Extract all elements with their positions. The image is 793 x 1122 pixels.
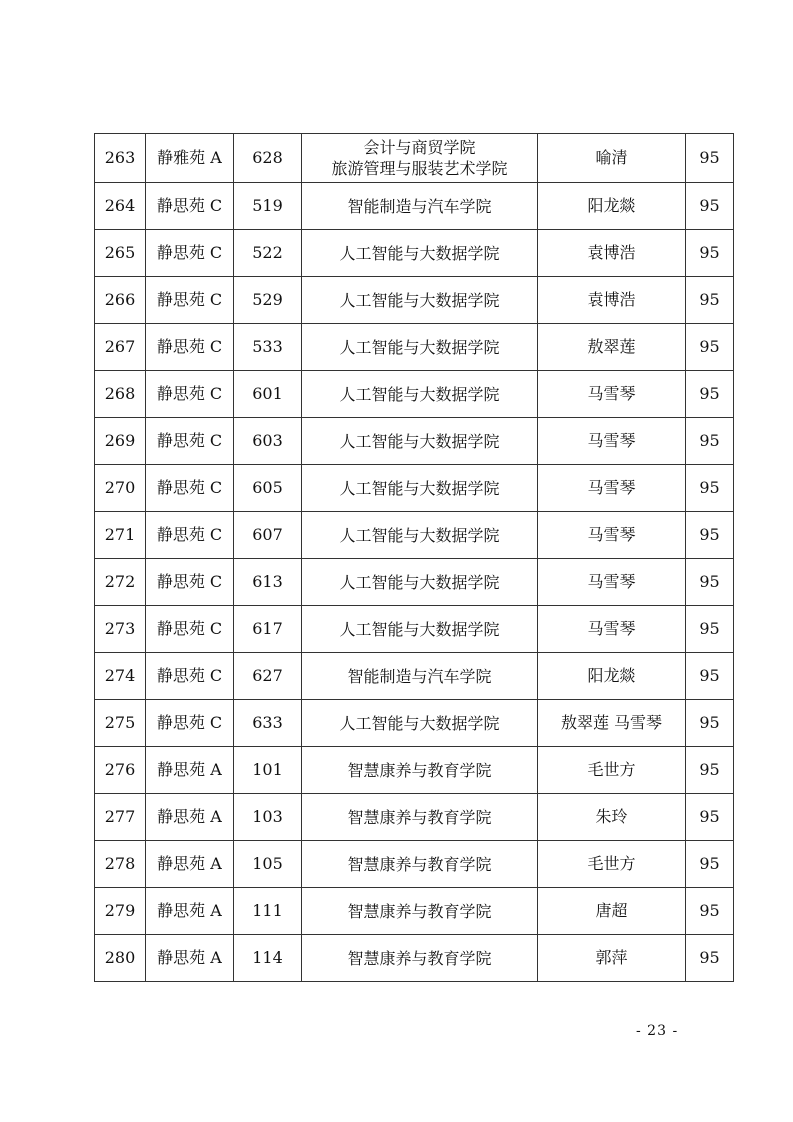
person-cell: 马雪琴 <box>538 606 686 653</box>
college-cell <box>302 888 538 935</box>
college-cell <box>302 747 538 794</box>
building-cell: 静雅苑 A <box>146 134 234 183</box>
table-row <box>95 230 734 277</box>
row-number-cell: 265 <box>95 230 146 277</box>
table-row <box>95 134 734 183</box>
row-number-cell: 279 <box>95 888 146 935</box>
person-cell: 袁博浩 <box>538 230 686 277</box>
college-cell <box>302 606 538 653</box>
room-cell: 605 <box>234 465 302 512</box>
college-cell <box>302 277 538 324</box>
person-cell: 毛世方 <box>538 841 686 888</box>
room-cell: 103 <box>234 794 302 841</box>
row-number-cell: 270 <box>95 465 146 512</box>
college-line: 人工智能与大数据学院 <box>339 431 500 451</box>
row-number-cell: 276 <box>95 747 146 794</box>
row-number-cell: 263 <box>95 134 146 183</box>
college-line: 智慧康养与教育学院 <box>347 901 492 921</box>
college-line: 智慧康养与教育学院 <box>347 760 492 780</box>
score-cell: 95 <box>686 324 734 371</box>
room-cell: 533 <box>234 324 302 371</box>
person-cell: 袁博浩 <box>538 277 686 324</box>
college-cell <box>302 559 538 606</box>
building-cell: 静思苑 C <box>146 512 234 559</box>
row-number-cell: 271 <box>95 512 146 559</box>
college-line: 人工智能与大数据学院 <box>339 290 500 310</box>
person-cell: 郭萍 <box>538 935 686 982</box>
building-cell: 静思苑 A <box>146 841 234 888</box>
college-cell <box>302 841 538 888</box>
score-cell: 95 <box>686 700 734 747</box>
college-cell <box>302 371 538 418</box>
score-cell: 95 <box>686 134 734 183</box>
room-cell: 613 <box>234 559 302 606</box>
room-cell: 519 <box>234 183 302 230</box>
building-cell: 静思苑 C <box>146 371 234 418</box>
table-row <box>95 606 734 653</box>
college-cell <box>302 134 538 183</box>
row-number-cell: 274 <box>95 653 146 700</box>
table-row <box>95 935 734 982</box>
room-cell: 114 <box>234 935 302 982</box>
college-line: 人工智能与大数据学院 <box>339 525 500 545</box>
college-line: 人工智能与大数据学院 <box>339 243 500 263</box>
dormitory-score-table <box>94 133 734 982</box>
building-cell: 静思苑 C <box>146 277 234 324</box>
building-cell: 静思苑 A <box>146 888 234 935</box>
row-number-cell: 277 <box>95 794 146 841</box>
room-cell: 617 <box>234 606 302 653</box>
table-row <box>95 559 734 606</box>
score-cell: 95 <box>686 888 734 935</box>
score-cell: 95 <box>686 606 734 653</box>
score-cell: 95 <box>686 559 734 606</box>
person-cell: 毛世方 <box>538 747 686 794</box>
table-row <box>95 418 734 465</box>
person-cell: 敖翠莲 <box>538 324 686 371</box>
person-cell: 马雪琴 <box>538 512 686 559</box>
building-cell: 静思苑 C <box>146 324 234 371</box>
room-cell: 601 <box>234 371 302 418</box>
college-line: 人工智能与大数据学院 <box>339 619 500 639</box>
row-number-cell: 275 <box>95 700 146 747</box>
building-cell: 静思苑 A <box>146 935 234 982</box>
college-cell <box>302 935 538 982</box>
table-row <box>95 465 734 512</box>
person-cell: 阳龙燚 <box>538 653 686 700</box>
score-cell: 95 <box>686 371 734 418</box>
college-cell <box>302 465 538 512</box>
row-number-cell: 264 <box>95 183 146 230</box>
table-body <box>95 134 734 982</box>
table-row <box>95 794 734 841</box>
college-line: 旅游管理与服装艺术学院 <box>331 159 508 178</box>
building-cell: 静思苑 C <box>146 418 234 465</box>
college-line: 智能制造与汽车学院 <box>347 666 492 686</box>
person-cell: 敖翠莲 马雪琴 <box>538 700 686 747</box>
score-cell: 95 <box>686 841 734 888</box>
room-cell: 105 <box>234 841 302 888</box>
row-number-cell: 267 <box>95 324 146 371</box>
college-line: 智能制造与汽车学院 <box>347 196 492 216</box>
person-cell: 马雪琴 <box>538 465 686 512</box>
college-cell <box>302 700 538 747</box>
score-cell: 95 <box>686 935 734 982</box>
room-cell: 111 <box>234 888 302 935</box>
building-cell: 静思苑 C <box>146 653 234 700</box>
score-cell: 95 <box>686 418 734 465</box>
building-cell: 静思苑 C <box>146 183 234 230</box>
college-cell <box>302 324 538 371</box>
table-row <box>95 183 734 230</box>
college-cell <box>302 512 538 559</box>
building-cell: 静思苑 C <box>146 700 234 747</box>
row-number-cell: 278 <box>95 841 146 888</box>
college-cell <box>302 183 538 230</box>
college-cell <box>302 794 538 841</box>
college-cell <box>302 418 538 465</box>
building-cell: 静思苑 A <box>146 794 234 841</box>
college-line: 智慧康养与教育学院 <box>347 948 492 968</box>
row-number-cell: 272 <box>95 559 146 606</box>
table-row <box>95 747 734 794</box>
row-number-cell: 273 <box>95 606 146 653</box>
room-cell: 522 <box>234 230 302 277</box>
table-row <box>95 512 734 559</box>
score-cell: 95 <box>686 183 734 230</box>
college-line: 人工智能与大数据学院 <box>339 384 500 404</box>
college-cell <box>302 230 538 277</box>
row-number-cell: 268 <box>95 371 146 418</box>
college-line: 人工智能与大数据学院 <box>339 337 500 357</box>
room-cell: 628 <box>234 134 302 183</box>
room-cell: 633 <box>234 700 302 747</box>
college-line: 人工智能与大数据学院 <box>339 572 500 592</box>
building-cell: 静思苑 A <box>146 747 234 794</box>
score-cell: 95 <box>686 794 734 841</box>
building-cell: 静思苑 C <box>146 606 234 653</box>
college-line: 会计与商贸学院 <box>363 138 476 157</box>
building-cell: 静思苑 C <box>146 230 234 277</box>
score-cell: 95 <box>686 277 734 324</box>
page-number: - 23 - <box>636 1023 679 1039</box>
person-cell: 朱玲 <box>538 794 686 841</box>
room-cell: 101 <box>234 747 302 794</box>
person-cell: 阳龙燚 <box>538 183 686 230</box>
college-line: 人工智能与大数据学院 <box>339 478 500 498</box>
college-line: 智慧康养与教育学院 <box>347 854 492 874</box>
score-cell: 95 <box>686 512 734 559</box>
person-cell: 唐超 <box>538 888 686 935</box>
college-cell <box>302 653 538 700</box>
table-row <box>95 653 734 700</box>
table-row <box>95 841 734 888</box>
room-cell: 627 <box>234 653 302 700</box>
table-row <box>95 277 734 324</box>
score-cell: 95 <box>686 465 734 512</box>
college-line: 智慧康养与教育学院 <box>347 807 492 827</box>
score-cell: 95 <box>686 230 734 277</box>
building-cell: 静思苑 C <box>146 465 234 512</box>
table-row <box>95 888 734 935</box>
row-number-cell: 280 <box>95 935 146 982</box>
room-cell: 603 <box>234 418 302 465</box>
room-cell: 529 <box>234 277 302 324</box>
person-cell: 马雪琴 <box>538 559 686 606</box>
table-row <box>95 324 734 371</box>
row-number-cell: 266 <box>95 277 146 324</box>
score-cell: 95 <box>686 747 734 794</box>
person-cell: 喻清 <box>538 134 686 183</box>
person-cell: 马雪琴 <box>538 371 686 418</box>
table-row <box>95 371 734 418</box>
building-cell: 静思苑 C <box>146 559 234 606</box>
table-row <box>95 700 734 747</box>
row-number-cell: 269 <box>95 418 146 465</box>
room-cell: 607 <box>234 512 302 559</box>
score-cell: 95 <box>686 653 734 700</box>
college-line: 人工智能与大数据学院 <box>339 713 500 733</box>
person-cell: 马雪琴 <box>538 418 686 465</box>
